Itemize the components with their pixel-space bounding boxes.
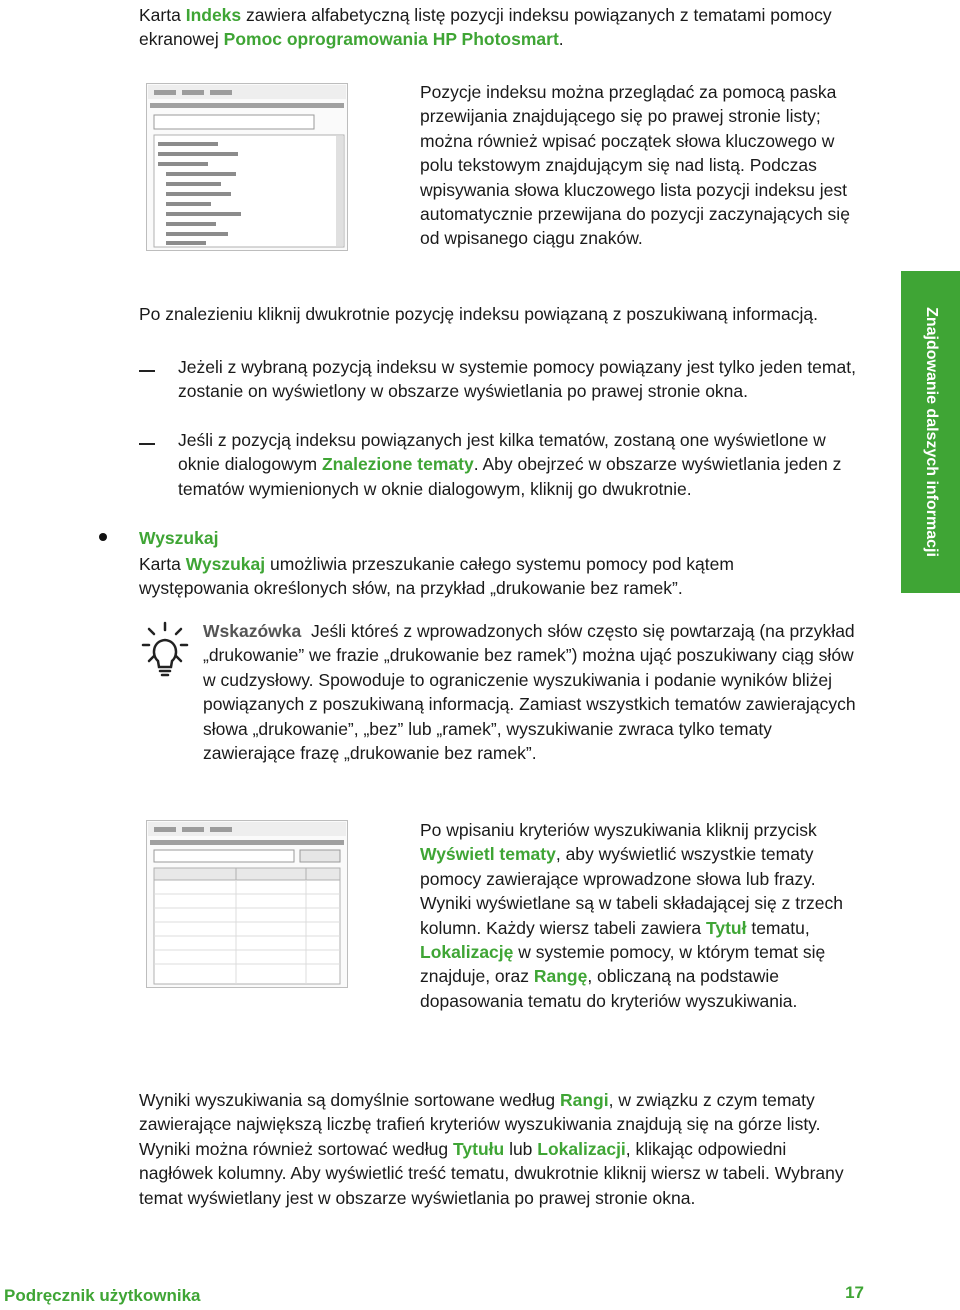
help-name-term: Pomoc oprogramowania HP Photosmart: [223, 29, 559, 50]
title-term: Tytuł: [705, 917, 747, 938]
dash-item-multiple-topics: Jeśli z pozycją indeksu powiązanych jest kilka tematów, zostaną one wyświetlone w oknie dialogowym Znalezione tematy. Aby obejrzeć w obszarze wyświetlania jeden z tematów wymienionych w oknie dialogowym, kliknij go dwukrotnie.: [178, 430, 842, 499]
location-term: Lokalizacji: [537, 1138, 626, 1159]
rank-term: Rangę: [533, 966, 588, 987]
dash-bullet: [139, 370, 155, 372]
intro-text: .: [558, 29, 564, 50]
intro-paragraph: [139, 3, 859, 52]
search-tab-term: Wyszukaj: [185, 554, 266, 574]
double-click-paragraph: Po znalezieniu kliknij dwukrotnie pozycję indeksu powiązaną z poszukiwaną informacją.: [139, 304, 818, 324]
index-tab-term: Indeks: [185, 5, 242, 25]
intro-text: zawiera alfabetyczną listę pozycji indeksu powiązanych z tematami pomocy ekranowej: [139, 5, 832, 50]
index-description: Pozycje indeksu można przeglądać za pomocą paska przewijania znajdującego się po prawej stronie listy; można również wpisać początek słowa kluczowego w polu tekstowym znajdującym się nad listą. Podczas wpisywania słowa kluczowego lista pozycji indeksu jest automatycznie przewijana do pozycji zaczynających się od wpisanego ciągu znaków.: [420, 82, 850, 249]
title-term: Tytułu: [453, 1138, 505, 1159]
page-number: 17: [845, 1283, 864, 1302]
search-paragraph: Karta Wyszukaj umożliwia przeszukanie całego systemu pomocy pod kątem występowania określonych słów, na przykład „drukowanie bez ramek”.: [139, 554, 734, 599]
index-tab-screenshot: [146, 83, 348, 251]
tip-paragraph: Wskazówka Jeśli któreś z wprowadzonych słów często się powtarzają (na przykład „drukowanie” we frazie „drukowanie bez ramek”) można ująć poszukiwany ciąg słów w cudzysłowy. Spowoduje to ograniczenie wyszukiwania i podanie wyników bliżej powiązanych z poszukiwaną informacją. Zamiast wszystkich tematów zawierających słowa „drukowanie”, „bez” lub „ramek”, wyszukiwanie zwraca tylko tematy zawierające frazę „drukowanie bez ramek”.: [203, 621, 856, 764]
intro-text: Karta: [139, 5, 186, 25]
chapter-side-tab-label: Znajdowanie dalszych informacji: [922, 307, 940, 557]
rank-term: Rangi: [560, 1090, 609, 1110]
search-tab-screenshot: [146, 820, 348, 988]
chapter-side-tab: [901, 271, 960, 593]
dash-bullet: [139, 443, 155, 445]
found-topics-term: Znalezione tematy: [321, 454, 474, 475]
tip-label: Wskazówka: [203, 621, 302, 641]
lightbulb-icon: [141, 621, 189, 677]
search-heading: Wyszukaj: [139, 528, 219, 548]
search-results-description: Po wpisaniu kryteriów wyszukiwania kliknij przycisk Wyświetl tematy, aby wyświetlić wszystkie tematy pomocy zawierające wprowadzone słowa lub frazy. Wyniki wyświetlane są w tabeli składającej się z trzech kolumn. Każdy wiersz tabeli zawiera Tytuł tematu, Lokalizację w systemie pomocy, w którym temat się znajduje, oraz Rangę, obliczaną na podstawie dopasowania tematu do kryteriów wyszukiwania.: [420, 820, 843, 1011]
round-bullet: [99, 533, 107, 541]
location-term: Lokalizację: [420, 942, 514, 963]
show-topics-term: Wyświetl tematy: [420, 844, 556, 865]
footer-title: Podręcznik użytkownika: [4, 1286, 201, 1305]
sorting-paragraph: Wyniki wyszukiwania są domyślnie sortowane według Rangi, w związku z czym tematy zawierające największą liczbę trafień kryteriów wyszukiwania znajdują się na górze listy. Wyniki można również sortować według Tytułu lub Lokalizacji, klikając odpowiedni nagłówek kolumny. Aby wyświetlić treść tematu, dwukrotnie kliknij wiersz w tabeli. Wybrany temat wyświetlany jest w obszarze wyświetlania po prawej stronie okna.: [139, 1090, 844, 1208]
dash-item-single-topic: Jeżeli z wybraną pozycją indeksu w systemie pomocy powiązany jest tylko jeden temat, zostanie on wyświetlony w obszarze wyświetlania po prawej stronie okna.: [178, 357, 856, 402]
